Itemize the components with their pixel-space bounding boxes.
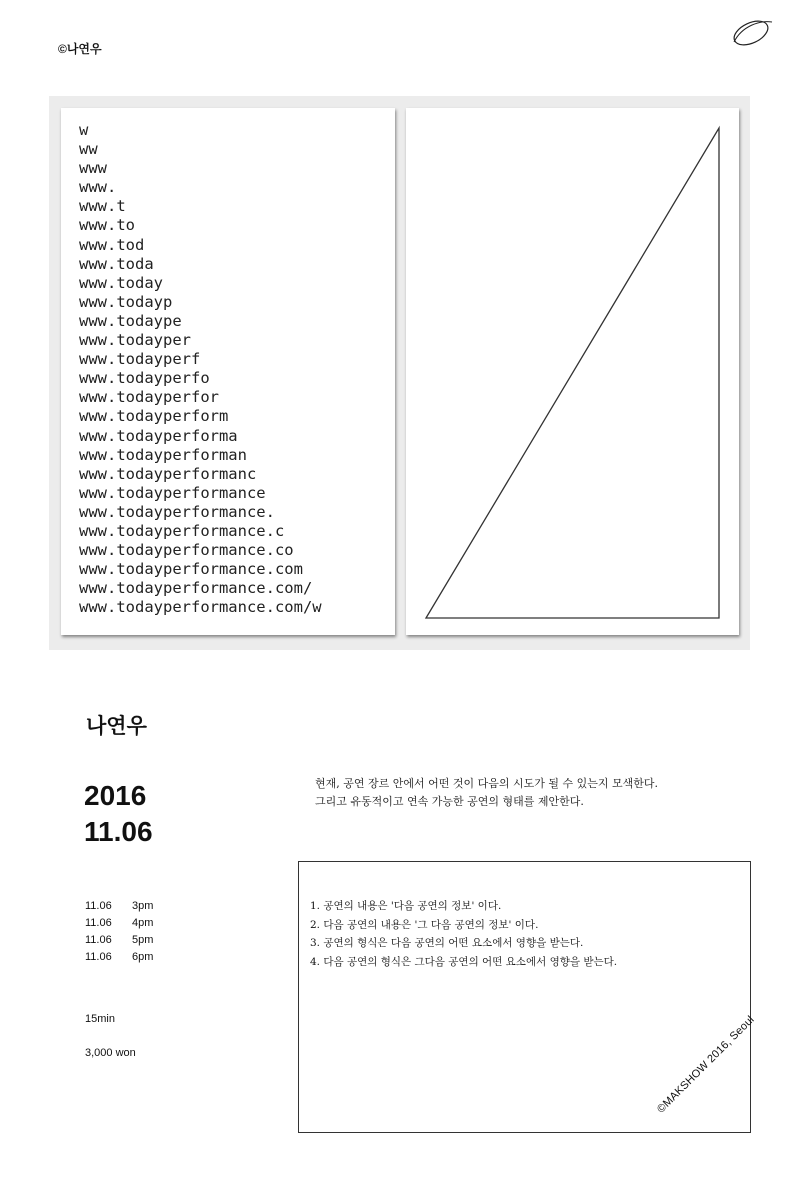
url-line: www.todayperf	[79, 350, 201, 369]
rules-list	[310, 897, 617, 971]
url-line: www.toda	[79, 254, 154, 273]
url-line: www.today	[79, 273, 163, 292]
schedule-time: 3pm	[132, 900, 154, 912]
url-line: www.todayperformance.c	[79, 521, 285, 540]
rule-item: 1. 공연의 내용은 '다음 공연의 정보' 이다.	[310, 900, 502, 912]
url-line: www.todayperfo	[79, 369, 210, 388]
schedule-date: 11.06	[85, 951, 112, 963]
triangle-card	[406, 108, 739, 635]
intro-text	[315, 775, 658, 811]
schedule-item	[85, 898, 153, 915]
artwork-panel	[49, 96, 750, 650]
url-line: www.todaype	[79, 311, 182, 330]
url-line: www.t	[79, 197, 126, 216]
schedule-item	[85, 915, 153, 932]
rule-item: 2. 다음 공연의 내용은 '그 다음 공연의 정보' 이다.	[310, 918, 539, 931]
url-line: www.todayperformance.	[79, 502, 275, 521]
url-line: www.to	[79, 216, 135, 235]
url-list	[79, 121, 322, 617]
url-line: www	[79, 159, 107, 178]
schedule-list	[85, 898, 153, 966]
rule-item: 3. 공연의 형식은 다음 공연의 어떤 요소에서 영향을 받는다.	[310, 937, 584, 949]
copyright-label: ©나연우	[58, 42, 102, 56]
makshow-stamp: ©MAKSHOW 2016, Seoul	[655, 1013, 757, 1116]
intro-line: 현재, 공연 장르 안에서 어떤 것이 다음의 시도가 될 수 있는지 모색한다.	[315, 777, 658, 790]
url-line: www.todayperforma	[79, 426, 238, 445]
url-line: www.todayper	[79, 331, 191, 350]
date-year: 2016	[84, 780, 147, 811]
url-line: www.todayperformance	[79, 483, 266, 502]
url-line: www.todayperformance.com	[79, 560, 303, 579]
triangle-shape	[426, 128, 719, 618]
url-line: www.todayperformance.com/	[79, 579, 313, 598]
duration-label: 15min	[85, 1013, 115, 1025]
schedule-date: 11.06	[85, 900, 112, 912]
rule-item: 4. 다음 공연의 형식은 그다음 공연의 어떤 요소에서 영향을 받는다.	[310, 955, 618, 968]
url-line: www.tod	[79, 235, 145, 254]
url-line: www.todayperform	[79, 407, 229, 426]
schedule-date: 11.06	[85, 934, 112, 946]
url-line: ww	[79, 140, 98, 159]
url-line: www.todayp	[79, 292, 173, 311]
url-line: www.todayperformance.com/w	[79, 598, 322, 617]
url-line: www.	[79, 178, 117, 197]
schedule-time: 5pm	[132, 934, 154, 946]
price-label: 3,000 won	[85, 1047, 136, 1059]
schedule-date: 11.06	[85, 917, 112, 929]
url-line: www.todayperformance.co	[79, 541, 294, 560]
url-line: www.todayperformanc	[79, 464, 257, 483]
schedule-item	[85, 949, 153, 966]
signature-mark	[728, 16, 776, 50]
url-line: w	[79, 121, 89, 139]
schedule-item	[85, 932, 153, 949]
schedule-time: 4pm	[132, 917, 154, 929]
date-day: 11.06	[84, 816, 153, 847]
url-line: www.todayperforman	[79, 445, 247, 464]
intro-line: 그리고 유동적이고 연속 가능한 공연의 형태를 제안한다.	[315, 795, 584, 808]
url-card	[61, 108, 395, 635]
schedule-time: 6pm	[132, 951, 154, 963]
artist-name: 나연우	[86, 715, 147, 738]
url-line: www.todayperfor	[79, 388, 219, 407]
triangle-drawing	[406, 108, 739, 635]
